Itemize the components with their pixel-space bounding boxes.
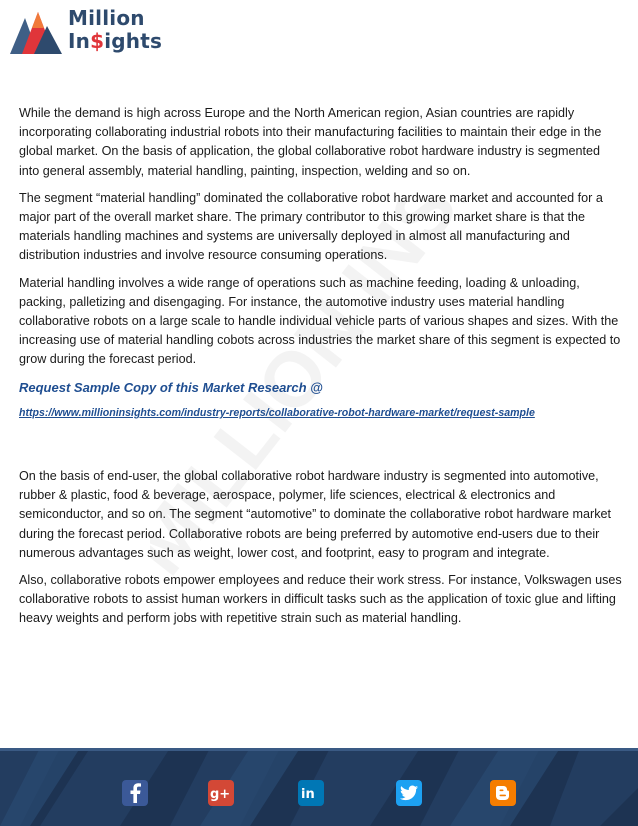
brand-line2-post: ights — [104, 29, 163, 53]
blogger-button[interactable] — [490, 780, 516, 806]
brand-dollar: $ — [90, 29, 105, 53]
request-sample-link[interactable]: https://www.millioninsights.com/industry-reports/collaborative-robot-hardware-market/request-sample — [19, 406, 535, 419]
brand-line1: Million — [68, 6, 145, 30]
svg-text:in: in — [301, 787, 315, 801]
paragraph-1: While the demand is high across Europe and the North American region, Asian countries are rapidly incorporating collaborating industrial robots into their manufacturing facilities to maintain their edge in the global market. On the basis of application, the global collaborative robot hardware industry is segmented into general assembly, material handling, painting, inspection, welding and so on. — [19, 106, 602, 178]
request-sample-title: Request Sample Copy of this Market Research @ — [19, 379, 323, 395]
facebook-icon — [127, 783, 143, 803]
article-body — [19, 104, 622, 637]
linkedin-button[interactable] — [298, 780, 324, 806]
million-insights-logo-icon — [8, 6, 64, 58]
brand-line2 — [68, 31, 162, 51]
linkedin-icon — [301, 785, 321, 801]
paragraph-2: The segment “material handling” dominated the collaborative robot hardware market and accounted for a major part of the overall market share. The primary contributor to this growing market share is that the materials handling machines and systems are universally deployed in almost all manufacturing and distribution industries and involve resource consuming operations. — [19, 190, 603, 263]
brand-line2-pre: In — [68, 29, 91, 53]
blogger-icon — [495, 785, 511, 801]
google-plus-icon — [210, 785, 232, 801]
header — [0, 0, 638, 64]
google-plus-button[interactable] — [208, 780, 234, 806]
paragraph-5: Also, collaborative robots empower employees and reduce their work stress. For instance, Volkswagen uses collaborative robots to assist human workers in difficult tasks such as the application of toxic glue and lifting heavy weights and perform jobs with repetitive strain such as material handling. — [19, 573, 622, 626]
paragraph-3: Material handling involves a wide range of operations such as machine feeding, loading & unloading, packing, palletizing and disengaging. For instance, the automotive industry uses material handling collaborative robots on a large scale to handle individual vehicle parts of various shapes and sizes. With the increasing use of material handling cobots across industries the market share of this segment is expected to grow during the forecast period. — [19, 275, 621, 367]
svg-text:g+: g+ — [210, 787, 231, 801]
twitter-button[interactable] — [396, 780, 422, 806]
twitter-icon — [400, 785, 418, 801]
footer — [0, 748, 638, 826]
brand-wordmark — [68, 8, 162, 51]
paragraph-4: On the basis of end-user, the global collaborative robot hardware industry is segmented into automotive, rubber & plastic, food & beverage, aerospace, polymer, life sciences, electrical & electronics and semiconductor, and so on. The segment “automotive” to dominate the collaborative robot hardware market during the forecast period. Collaborative robots are being preferred by automotive end-users due to their numerous advantages such as weight, lower cost, and footprint, easy to program and integrate. — [19, 469, 611, 560]
facebook-button[interactable] — [122, 780, 148, 806]
